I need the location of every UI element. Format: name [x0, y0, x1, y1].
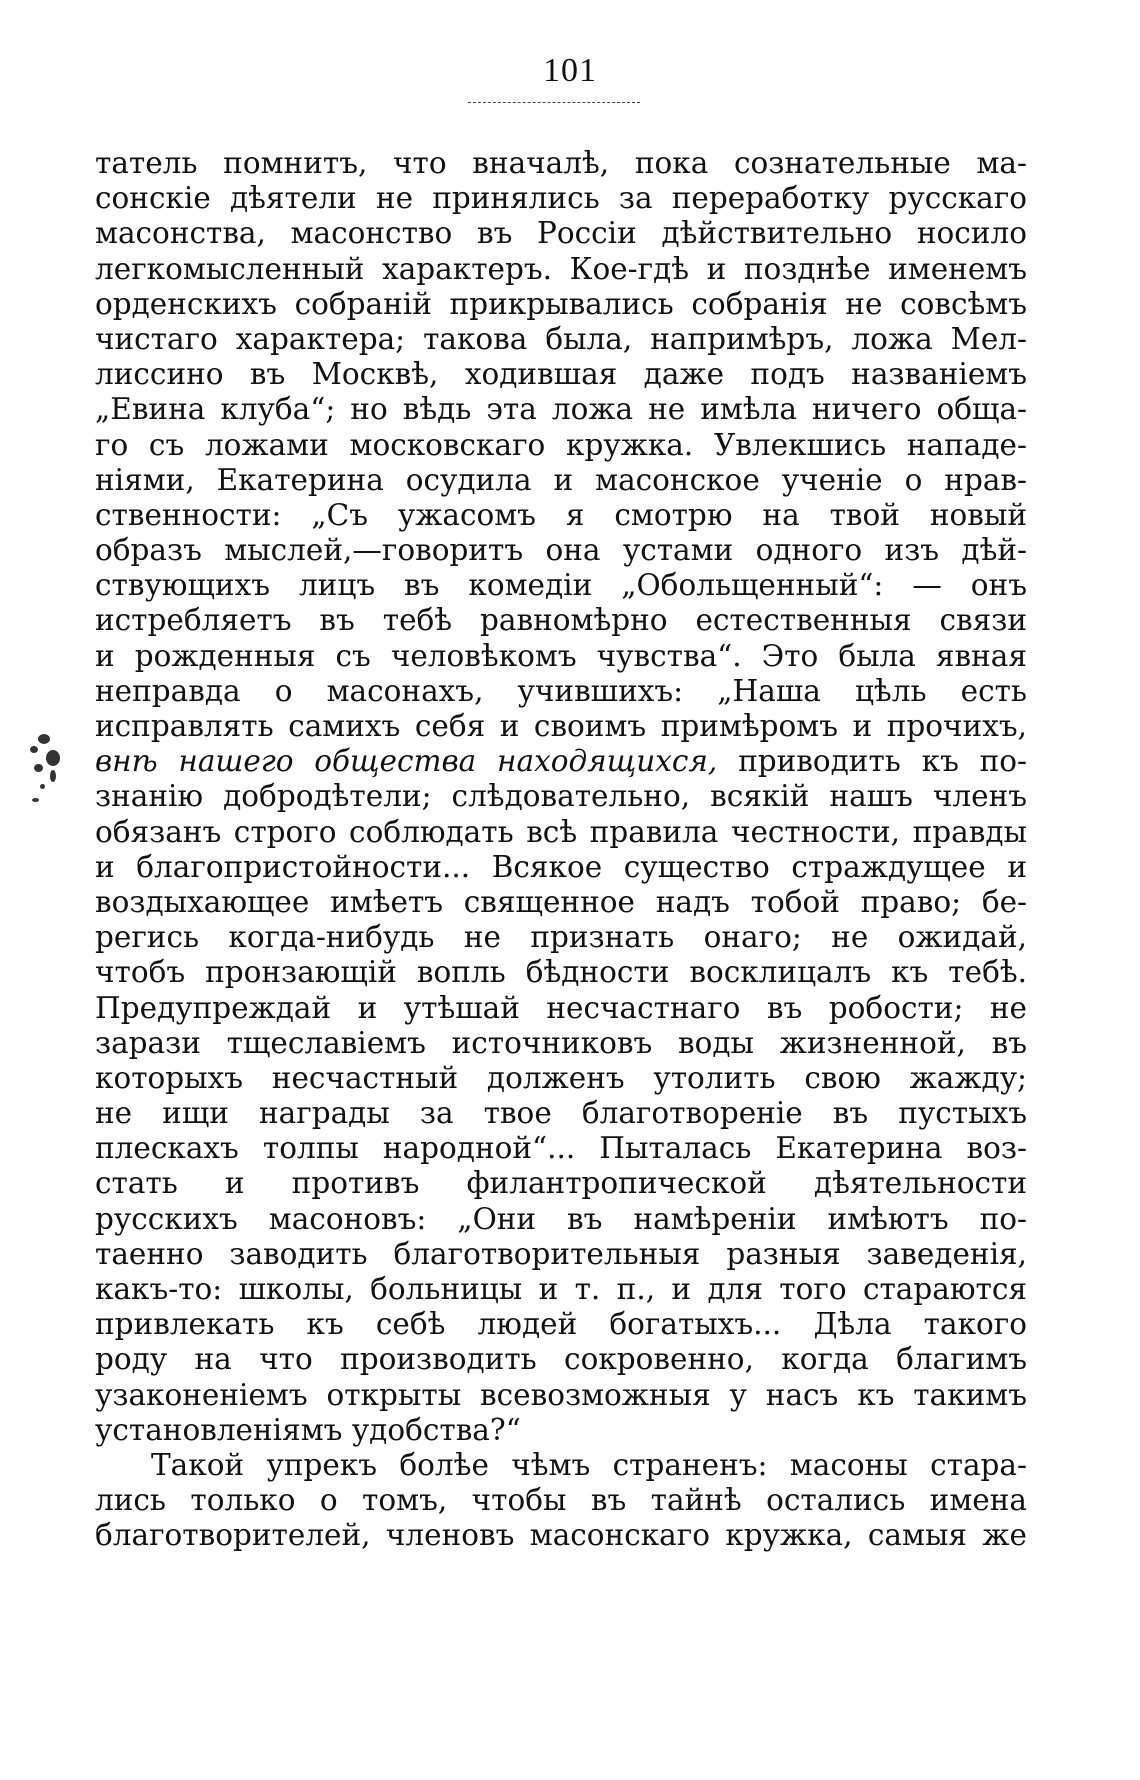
- text-line: Такой упрекъ болѣе чѣмъ страненъ: масоны стара-: [151, 1447, 1027, 1482]
- text-line: обязанъ строго соблюдать всѣ правила честности, правды: [95, 814, 1027, 849]
- text-line: чистаго характера; такова была, напримѣръ, ложа Мел-: [95, 321, 1027, 356]
- text-run: приводить къ по-: [717, 744, 1027, 779]
- margin-ink-mark: [28, 730, 76, 810]
- text-line: го съ ложами московскаго кружка. Увлекшись нападе-: [95, 427, 1027, 462]
- text-line: благотворителей, членовъ масонскаго кружка, самыя же: [95, 1518, 1027, 1553]
- text-line: какъ-то: школы, больницы и т. п., и для того стараются: [95, 1272, 1027, 1306]
- text-line: ственности: „Съ ужасомъ я смотрю на твой новый: [95, 497, 1027, 532]
- text-line: образъ мыслей,—говоритъ она устами одного изъ дѣй-: [95, 533, 1027, 568]
- text-line: русскихъ масоновъ: „Они въ намѣреніи имѣютъ по-: [95, 1201, 1027, 1236]
- text-line: воздыхающее имѣетъ священное надъ тобой право; бе-: [95, 884, 1027, 919]
- body-text: [95, 146, 1027, 1554]
- text-line: ствующихъ лицъ въ комедіи „Обольщенный“: — онъ: [95, 568, 1027, 603]
- text-line: привлекать къ себѣ людей богатыхъ... Дѣла такого: [95, 1307, 1027, 1342]
- text-line: регись когда-нибудь не признать онаго; не ожидай,: [95, 920, 1027, 955]
- text-line: сонскіе дѣятели не принялись за переработку русскаго: [95, 181, 1027, 216]
- text-line: которыхъ несчастный долженъ утолить свою жажду;: [95, 1060, 1027, 1095]
- italic-phrase: внѣ нашего общества находящихся,: [95, 744, 718, 779]
- text-line: лись только о томъ, чтобы въ тайнѣ остались имена: [95, 1483, 1027, 1518]
- text-line: легкомысленный характеръ. Кое-гдѣ и позднѣе именемъ: [95, 251, 1027, 286]
- header-rule: [468, 102, 640, 103]
- text-line: и благопристойности... Всякое существо страждущее и: [95, 849, 1027, 884]
- text-line: знанію добродѣтели; слѣдовательно, всякій нашъ членъ: [95, 779, 1027, 814]
- text-line: чтобъ пронзающій вопль бѣдности восклицалъ къ тебѣ.: [95, 955, 1027, 990]
- page-number: 101: [543, 52, 597, 89]
- text-line: Предупреждай и утѣшай несчастнаго въ робости; не: [95, 990, 1027, 1025]
- text-line: не ищи награды за твое благотвореніе въ пустыхъ: [95, 1096, 1027, 1131]
- text-line: орденскихъ собраній прикрывались собранія не совсѣмъ: [95, 286, 1027, 321]
- text-line: роду на что производить сокровенно, когда благимъ: [95, 1342, 1027, 1377]
- text-line: и рожденныя съ человѣкомъ чувства“. Это была явная: [95, 638, 1027, 673]
- text-line: установленіямъ удобства?“: [95, 1412, 521, 1447]
- text-line: исправлять самихъ себя и своимъ примѣромъ и прочихъ,: [95, 709, 1027, 743]
- text-line: узаконеніемъ открыты всевозможныя у насъ къ такимъ: [95, 1377, 1027, 1412]
- text-line: ніями, Екатерина осудила и масонское ученіе о нрав-: [95, 462, 1027, 497]
- text-line: лиссино въ Москвѣ, ходившая даже подъ названіемъ: [95, 357, 1027, 392]
- text-line: плескахъ толпы народной“... Пыталась Екатерина воз-: [95, 1131, 1027, 1166]
- text-line: масонства, масонство въ Россіи дѣйствительно носило: [95, 216, 1027, 251]
- text-line: „Евина клуба“; но вѣдь эта ложа не имѣла ничего обща-: [95, 392, 1027, 427]
- text-line-italic-mixed: [95, 744, 1027, 779]
- text-line: неправда о масонахъ, учившихъ: „Наша цѣль есть: [95, 673, 1027, 708]
- text-line: татель помнитъ, что вначалѣ, пока сознательные ма-: [95, 146, 1027, 180]
- text-line: зарази тщеславіемъ источниковъ воды жизненной, въ: [95, 1025, 1027, 1060]
- text-line: истребляетъ въ тебѣ равномѣрно естественныя связи: [95, 603, 1027, 638]
- text-line: таенно заводить благотворительныя разныя заведенія,: [95, 1236, 1027, 1271]
- text-line: стать и противъ филантропической дѣятельности: [95, 1166, 1027, 1201]
